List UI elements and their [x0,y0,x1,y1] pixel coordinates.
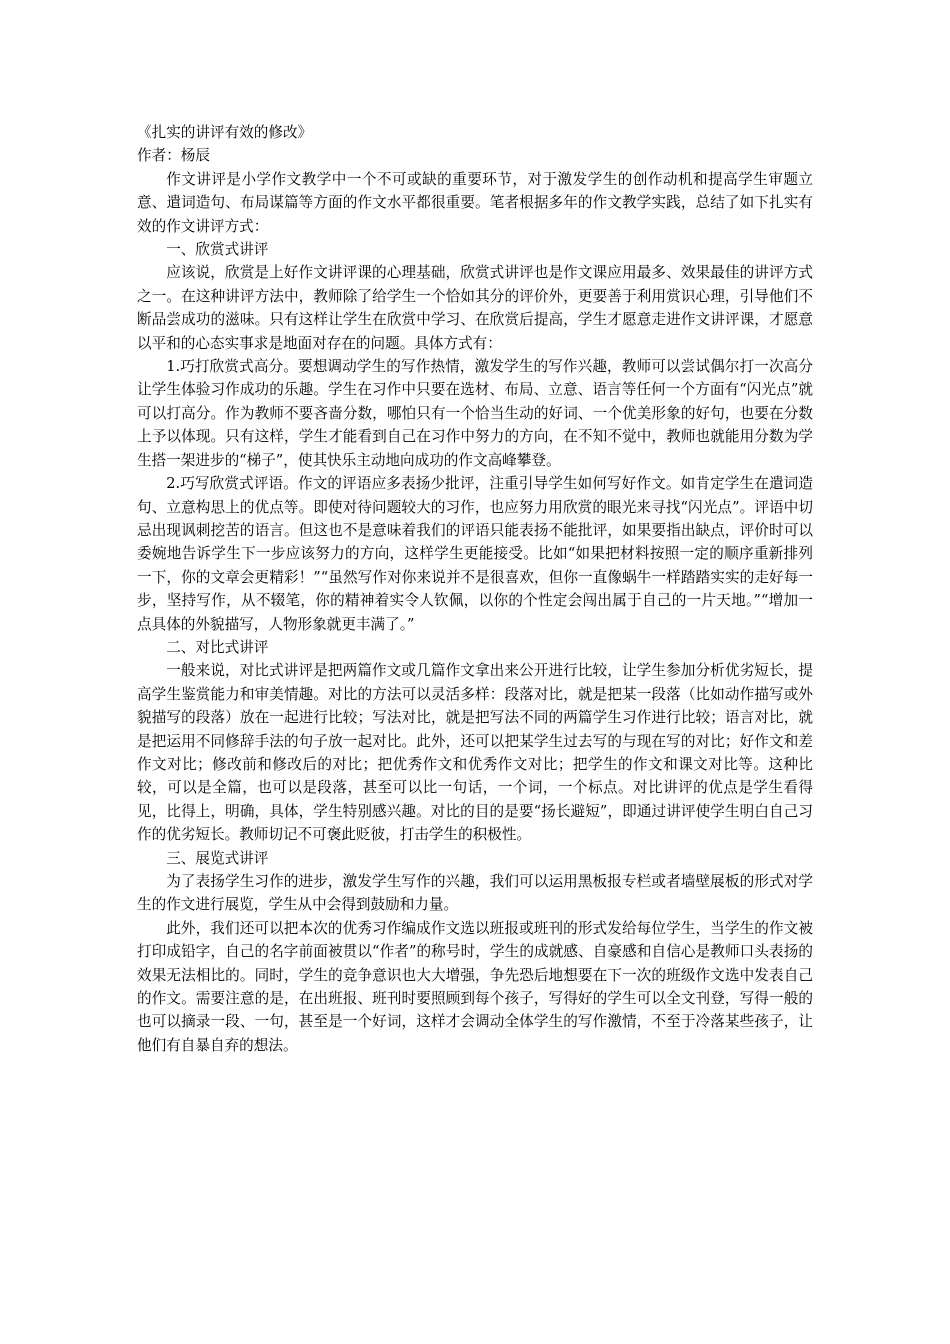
intro-paragraph: 作文讲评是小学作文教学中一个不可或缺的重要环节，对于激发学生的创作动机和提高学生审题立意、遣词造句、布局谋篇等方面的作文水平都很重要。笔者根据多年的作文教学实践，总结了如下扎实有效的作文讲评方式： [137,170,813,235]
section-heading-appreciation: 一、欣赏式讲评 [166,241,269,259]
appreciation-paragraph: 应该说，欣赏是上好作文讲评课的心理基础，欣赏式讲评也是作文课应用最多、效果最佳的讲评方式之一。在这种讲评方法中，教师除了给学生一个恰如其分的评价外，更要善于利用赏识心理，引导他们不断品尝成功的滋味。只有这样让学生在欣赏中学习、在欣赏后提高，学生才愿意走进作文讲评课，才愿意以平和的心态实事求是地面对存在的问题。具体方式有： [137,264,813,352]
document-author: 作者：杨辰 [137,147,210,165]
section-heading-exhibition: 三、展览式讲评 [166,849,269,867]
exhibition-paragraph: 为了表扬学生习作的进步，激发学生写作的兴趣，我们可以运用黑板报专栏或者墙壁展板的形式对学生的作文进行展览，学生从中会得到鼓励和力量。 [137,873,813,914]
comparison-paragraph: 一般来说，对比式讲评是把两篇作文或几篇作文拿出来公开进行比较，让学生参加分析优劣短长，提高学生鉴赏能力和审美情趣。对比的方法可以灵活多样：段落对比，就是把某一段落（比如动作描写或外貌描写的段落）放在一起进行比较；写法对比，就是把写法不同的两篇学生习作进行比较；语言对比，就是把运用不同修辞手法的句子放一起对比。此外，还可以把某学生过去写的与现在写的对比；好作文和差作文对比；修改前和修改后的对比；把优秀作文和优秀作文对比；把学生的作文和课文对比等。这种比较，可以是全篇，也可以是段落，甚至可以比一句话，一个词，一个标点。对比讲评的优点是学生看得见，比得上，明确，具体，学生特别感兴趣。对比的目的是要“扬长避短”，即通过讲评使学生明白自己习作的优劣短长。教师切记不可褒此贬彼，打击学生的积极性。 [137,662,813,844]
comment-paragraph: 2.巧写欣赏式评语。作文的评语应多表扬少批评，注重引导学生如何写好作文。如肯定学生在遣词造句、立意构思上的优点等。即使对待问题较大的习作，也应努力用欣赏的眼光来寻找“闪光点”。评语中切忌出现讽刺挖苦的语言。但这也不是意味着我们的评语只能表扬不能批评，如果要指出缺点，评价时可以委婉地告诉学生下一步应该努力的方向，这样学生更能接受。比如“如果把材料按照一定的顺序重新排列一下，你的文章会更精彩！”“虽然写作对你来说并不是很喜欢，但你一直像蜗牛一样踏踏实实的走好每一步，坚持写作，从不辍笔，你的精神着实令人钦佩，以你的个性定会闯出属于自己的一片天地。”“增加一点具体的外貌描写，人物形象就更丰满了。” [137,475,813,633]
publication-paragraph: 此外，我们还可以把本次的优秀习作编成作文选以班报或班刊的形式发给每位学生，当学生的作文被打印成铅字，自己的名字前面被贯以“作者”的称号时，学生的成就感、自豪感和自信心是教师口头表扬的效果无法相比的。同时，学生的竞争意识也大大增强，争先恐后地想要在下一次的班级作文选中发表自己的作文。需要注意的是，在出班报、班刊时要照顾到每个孩子，写得好的学生可以全文刊登，写得一般的也可以摘录一段、一句，甚至是一个好词，这样才会调动全体学生的写作激情，不至于冷落某些孩子，让他们有自暴自弃的想法。 [137,919,813,1054]
section-heading-comparison: 二、对比式讲评 [166,638,269,656]
document-title: 《扎实的讲评有效的修改》 [137,124,313,141]
document-page [137,121,813,1057]
high-score-paragraph: 1.巧打欣赏式高分。要想调动学生的写作热情，激发学生的写作兴趣，教师可以尝试偶尔打一次高分让学生体验习作成功的乐趣。学生在习作中只要在选材、布局、立意、语言等任何一个方面有“闪光点”就可以打高分。作为教师不要吝啬分数，哪怕只有一个恰当生动的好词、一个优美形象的好句，也要在分数上予以体现。只有这样，学生才能看到自己在习作中努力的方向，在不知不觉中，教师也就能用分数为学生搭一架进步的“梯子”，使其快乐主动地向成功的作文高峰攀登。 [137,358,813,469]
